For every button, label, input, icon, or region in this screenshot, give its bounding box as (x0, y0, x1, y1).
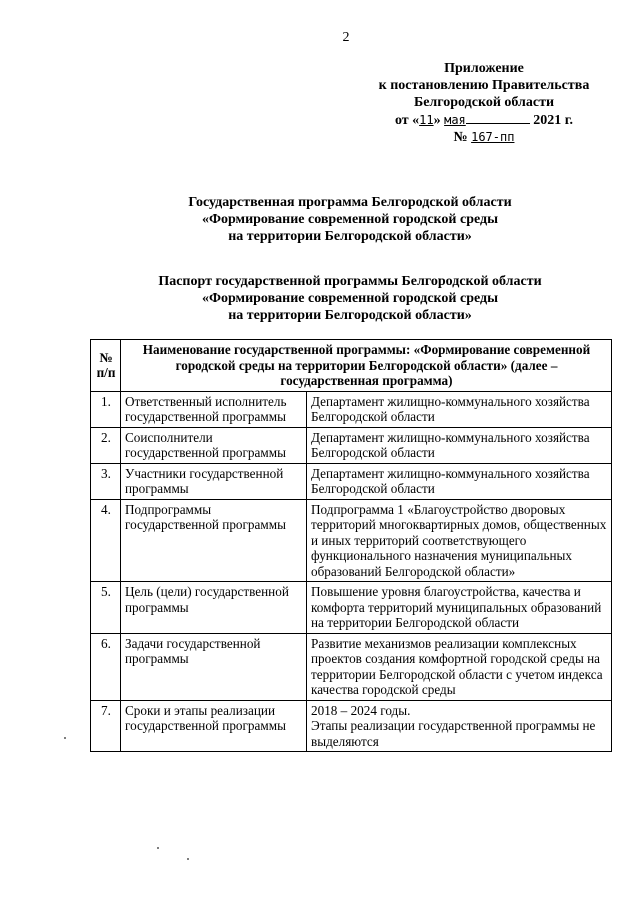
number-prefix: № (453, 130, 468, 145)
scan-speck (157, 847, 159, 849)
table-row (91, 633, 612, 700)
row-label: Задачи государственной программы (121, 633, 307, 700)
program-title-line: на территории Белгородской области» (228, 229, 472, 244)
appendix-number-line (378, 129, 590, 146)
appendix-date-line (378, 111, 590, 129)
program-title (100, 194, 600, 245)
passport-title-line: Паспорт государственной программы Белгородской области (158, 274, 542, 289)
row-label: Подпрограммы государственной программы (121, 499, 307, 582)
passport-title (100, 273, 600, 324)
table-row (91, 427, 612, 463)
row-value: Департамент жилищно-коммунального хозяйства Белгородской области (307, 391, 612, 427)
row-num: 4. (91, 499, 121, 582)
row-num: 2. (91, 427, 121, 463)
row-num: 3. (91, 463, 121, 499)
date-year: 2021 г. (533, 113, 574, 128)
row-label: Участники государственной программы (121, 463, 307, 499)
row-value (307, 700, 612, 752)
appendix-line: Белгородской области (413, 95, 555, 110)
date-prefix: от « (394, 113, 420, 128)
row-value-line: 2018 – 2024 годы. (311, 702, 411, 718)
date-blank (466, 111, 530, 124)
row-value-line: Этапы реализации государственной программы не выделяются (311, 718, 596, 749)
date-month: мая (444, 113, 466, 127)
row-label: Соисполнители государственной программы (121, 427, 307, 463)
appendix-block (378, 60, 590, 146)
row-num: 7. (91, 700, 121, 752)
date-day: 11 (419, 113, 434, 127)
table-row (91, 463, 612, 499)
date-sep: » (433, 113, 441, 128)
row-label: Сроки и этапы реализации государственной программы (121, 700, 307, 752)
appendix-line: Приложение (444, 61, 524, 76)
table-row (91, 700, 612, 752)
passport-title-line: на территории Белгородской области» (228, 308, 472, 323)
row-num: 5. (91, 582, 121, 634)
row-num: 6. (91, 633, 121, 700)
passport-table (90, 339, 612, 752)
number-value: 167-пп (471, 130, 515, 144)
row-value: Департамент жилищно-коммунального хозяйства Белгородской области (307, 463, 612, 499)
scan-speck (64, 737, 66, 739)
program-title-line: «Формирование современной городской среды (201, 212, 499, 227)
program-title-line: Государственная программа Белгородской области (188, 195, 512, 210)
table-row (91, 499, 612, 582)
row-label: Ответственный исполнитель государственной программы (121, 391, 307, 427)
page-number: 2 (342, 30, 350, 45)
row-value: Развитие механизмов реализации комплексных проектов создания комфортной городской среды на территории Белгородской области с учетом индекса качества городской среды (307, 633, 612, 700)
row-num: 1. (91, 391, 121, 427)
table-row (91, 391, 612, 427)
row-value: Подпрограмма 1 «Благоустройство дворовых территорий многоквартирных домов, общественных и иных территорий соответствующего функционального назначения муниципальных образований Белгородской области» (307, 499, 612, 582)
row-value: Повышение уровня благоустройства, качества и комфорта территорий муниципальных образований на территории Белгородской области (307, 582, 612, 634)
scan-speck (187, 858, 189, 860)
row-value: Департамент жилищно-коммунального хозяйства Белгородской области (307, 427, 612, 463)
appendix-line: к постановлению Правительства (378, 78, 590, 93)
header-title: Наименование государственной программы: «Формирование современной городской среды на территории Белгородской области» (далее – государственная программа) (121, 340, 612, 392)
header-num: № п/п (91, 340, 121, 392)
passport-title-line: «Формирование современной городской среды (201, 291, 499, 306)
table-row (91, 582, 612, 634)
table-header-row (91, 340, 612, 392)
row-label: Цель (цели) государственной программы (121, 582, 307, 634)
